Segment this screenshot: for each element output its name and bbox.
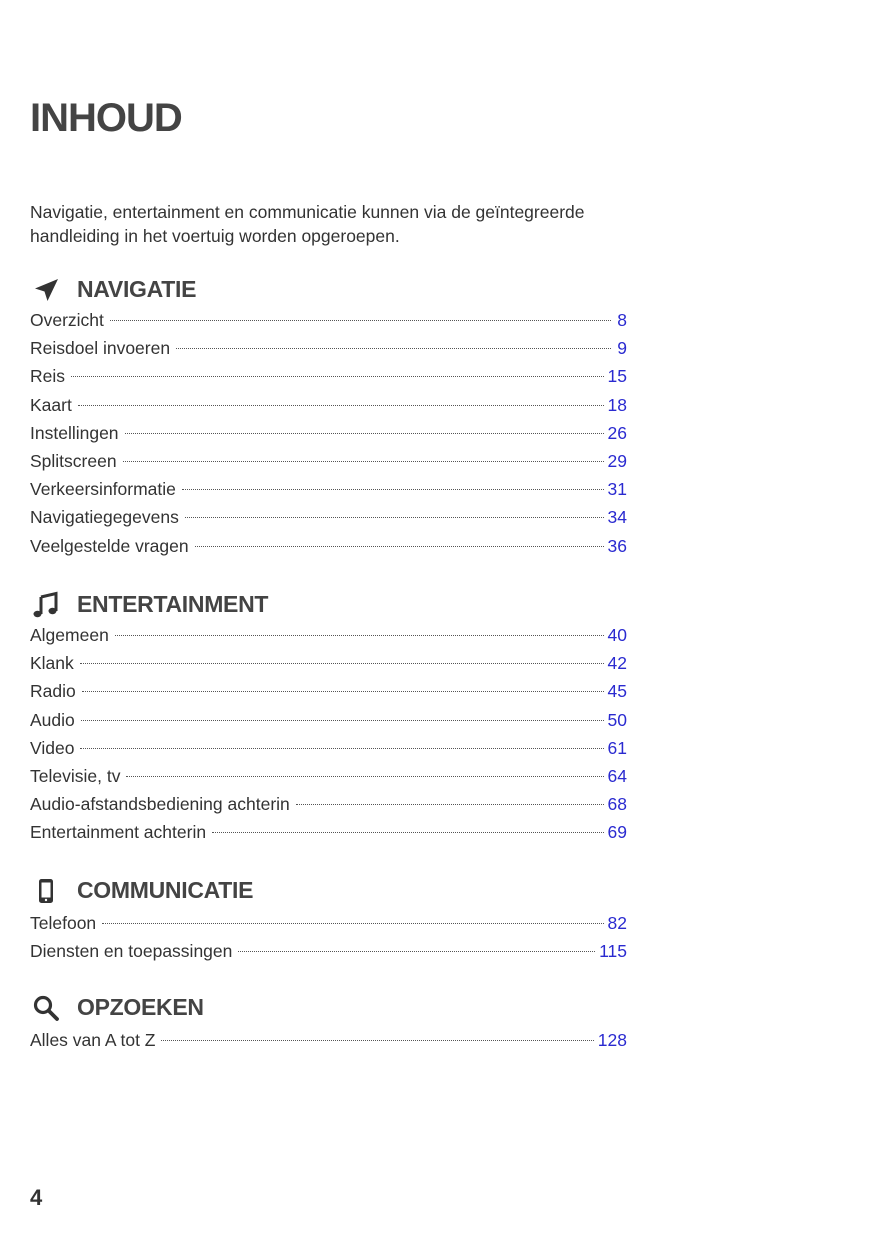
dot-leader	[78, 405, 604, 406]
section-header	[30, 873, 627, 907]
dot-leader	[238, 951, 595, 952]
section-title: OPZOEKEN	[77, 994, 204, 1020]
dot-leader	[110, 320, 611, 321]
toc-page-link[interactable]: 29	[607, 450, 627, 471]
toc-entry[interactable]	[30, 818, 627, 846]
dot-leader	[125, 433, 604, 434]
toc-page-link[interactable]: 31	[607, 479, 627, 500]
toc-entry[interactable]	[30, 649, 627, 677]
toc-page-link[interactable]: 42	[607, 653, 627, 674]
toc-list	[30, 621, 627, 847]
navigation-arrow-icon	[32, 276, 60, 304]
toc-page-link[interactable]: 128	[597, 1030, 627, 1050]
dot-leader	[176, 348, 611, 349]
dot-leader	[212, 832, 603, 833]
dot-leader	[126, 776, 603, 777]
dot-leader	[71, 376, 604, 377]
section-title: NAVIGATIE	[77, 276, 197, 302]
dot-leader	[81, 720, 604, 721]
toc-entry[interactable]	[30, 621, 627, 649]
toc-entry[interactable]	[30, 532, 627, 560]
toc-entry-label: Televisie, tv	[30, 765, 121, 786]
toc-page-link[interactable]: 115	[599, 941, 627, 962]
toc-page-link[interactable]: 15	[607, 366, 627, 387]
section-header	[30, 990, 627, 1024]
section-title: COMMUNICATIE	[77, 877, 254, 903]
section-title: ENTERTAINMENT	[77, 591, 269, 617]
toc-entry[interactable]	[30, 706, 627, 734]
toc-entry-label: Reisdoel invoeren	[30, 338, 171, 359]
toc-page-link[interactable]: 64	[607, 765, 627, 786]
dot-leader	[185, 517, 604, 518]
toc-entry-label: Algemeen	[30, 625, 109, 645]
toc-entry[interactable]	[30, 362, 627, 390]
section-entertainment	[30, 587, 627, 847]
toc-page-link[interactable]: 8	[617, 310, 627, 330]
toc-entry[interactable]	[30, 419, 627, 447]
toc-page-link[interactable]: 26	[607, 422, 627, 443]
section-communicatie	[30, 873, 627, 965]
music-note-icon	[32, 591, 60, 619]
dot-leader	[296, 804, 604, 805]
toc-entry[interactable]	[30, 503, 627, 531]
toc-entry[interactable]	[30, 762, 627, 790]
toc-entry-label: Diensten en toepassingen	[30, 941, 233, 962]
toc-entry[interactable]	[30, 447, 627, 475]
toc-entry-label: Alles van A tot Z	[30, 1030, 156, 1050]
toc-list	[30, 1026, 627, 1054]
phone-icon	[32, 877, 60, 905]
toc-list	[30, 306, 627, 560]
toc-entry[interactable]	[30, 909, 627, 937]
dot-leader	[80, 663, 604, 664]
search-icon	[32, 994, 60, 1022]
toc-page-link[interactable]: 40	[607, 625, 627, 645]
toc-entry-label: Instellingen	[30, 422, 119, 443]
toc-entry[interactable]	[30, 1026, 627, 1054]
toc-page-link[interactable]: 18	[607, 394, 627, 415]
toc-entry-label: Radio	[30, 681, 76, 702]
toc-entry[interactable]	[30, 734, 627, 762]
toc-entry-label: Audio	[30, 709, 75, 730]
dot-leader	[82, 691, 604, 692]
dot-leader	[182, 489, 604, 490]
toc-entry[interactable]	[30, 790, 627, 818]
page-number: 4	[30, 1185, 43, 1210]
toc-entry-label: Klank	[30, 653, 74, 674]
toc-page-link[interactable]: 69	[607, 822, 627, 843]
toc-page-link[interactable]: 45	[607, 681, 627, 702]
toc-page-link[interactable]: 9	[617, 338, 627, 359]
dot-leader	[102, 923, 603, 924]
intro-paragraph: Navigatie, entertainment en communicatie kunnen via de geïntegreerde handleiding in het voertuig worden opgeroepen.	[30, 202, 585, 246]
toc-list	[30, 909, 627, 965]
dot-leader	[123, 461, 604, 462]
toc-page-link[interactable]: 82	[607, 913, 627, 933]
toc-entry-label: Reis	[30, 366, 66, 387]
toc-entry-label: Veelgestelde vragen	[30, 535, 189, 556]
toc-page-link[interactable]: 61	[607, 737, 627, 758]
dot-leader	[115, 635, 604, 636]
dot-leader	[80, 748, 603, 749]
toc-entry[interactable]	[30, 306, 627, 334]
toc-entry-label: Verkeersinformatie	[30, 479, 176, 500]
section-header	[30, 272, 627, 306]
toc-entry-label: Kaart	[30, 394, 72, 415]
toc-entry-label: Overzicht	[30, 310, 104, 330]
toc-entry-label: Video	[30, 737, 75, 758]
toc-page-link[interactable]: 34	[607, 507, 627, 528]
section-header	[30, 587, 627, 621]
toc-entry-label: Entertainment achterin	[30, 822, 207, 843]
toc-page-link[interactable]: 36	[607, 535, 627, 556]
section-navigatie	[30, 272, 627, 560]
dot-leader	[161, 1040, 593, 1041]
toc-entry[interactable]	[30, 391, 627, 419]
toc-page-link[interactable]: 50	[607, 709, 627, 730]
toc-entry[interactable]	[30, 334, 627, 362]
toc-entry-label: Audio-afstandsbediening achterin	[30, 794, 290, 815]
page-title: INHOUD	[30, 96, 182, 140]
toc-entry[interactable]	[30, 937, 627, 965]
toc-entry-label: Telefoon	[30, 913, 97, 933]
toc-entry-label: Navigatiegegevens	[30, 507, 179, 528]
section-opzoeken	[30, 990, 627, 1054]
toc-entry-label: Splitscreen	[30, 450, 117, 471]
dot-leader	[195, 546, 604, 547]
toc-entry[interactable]	[30, 677, 627, 705]
toc-entry[interactable]	[30, 475, 627, 503]
toc-page-link[interactable]: 68	[607, 794, 627, 815]
